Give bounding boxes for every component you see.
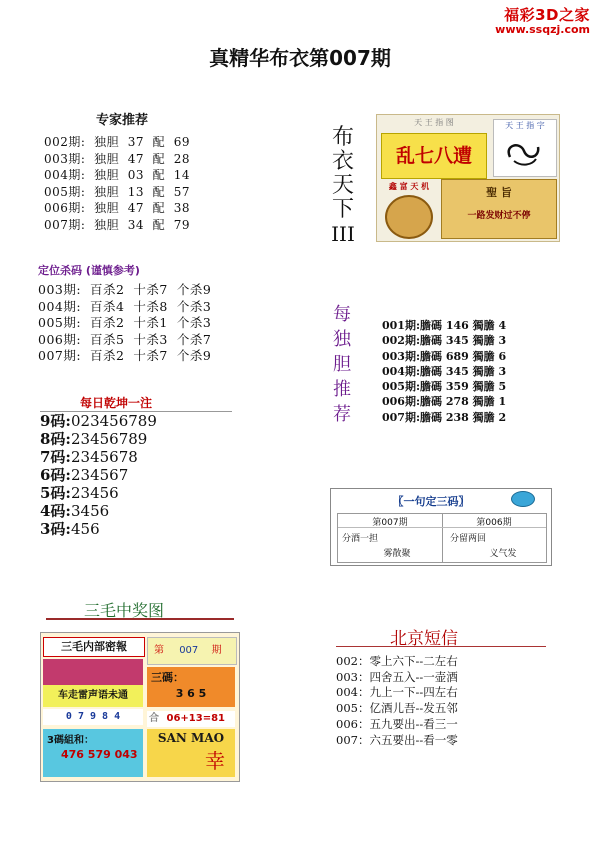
beijing-row: 007：六五要出--看一零 <box>336 732 458 747</box>
sanmao-three-box <box>147 667 235 707</box>
poster-top-small: 天 王 指 图 <box>414 118 454 127</box>
poster-big: 乱七八遭 <box>395 145 472 167</box>
position-row: 006期: 百杀5 十杀3 个杀7 <box>38 331 212 347</box>
daily-list <box>40 412 157 538</box>
poster-left-small: 鑫 富 天 机 <box>388 182 430 191</box>
yiju-c2-line1: 分留两回 <box>450 534 487 544</box>
position-list <box>38 282 211 365</box>
beijing-panel <box>330 616 552 752</box>
dudan-row: 001期:膽碼 146 獨膽 4 <box>382 319 507 332</box>
beijing-row: 006：五九要出--看三一 <box>336 716 458 731</box>
dudan-row: 007期:膽碼 238 獨膽 2 <box>382 410 507 424</box>
yiju-c2-issue: 第006期 <box>476 518 512 528</box>
swirl-icon <box>494 131 556 173</box>
sanmao-sum: 合 06+13=81 <box>147 711 235 727</box>
position-row: 003期: 百杀2 十杀7 个杀9 <box>38 282 212 297</box>
yiju-table <box>337 513 547 563</box>
beijing-list <box>336 654 458 748</box>
yiju-c1-line2: 雾散聚 <box>383 549 411 559</box>
sanmao-inner-title: 三毛内部密報 <box>43 637 145 657</box>
sanmao-heading: 三毛中奖图 <box>84 601 165 620</box>
daily-row: 7码:2345678 <box>40 448 138 466</box>
buyi-poster <box>376 114 560 242</box>
expert-row: 007期: 独胆 34 配 79 <box>44 217 191 232</box>
site-name: 福彩3D之家 <box>504 6 590 24</box>
daily-heading: 每日乾坤一注 <box>80 396 153 410</box>
poster-right-box <box>493 119 557 177</box>
expert-row: 004期: 独胆 03 配 14 <box>44 168 191 182</box>
sanmao-combo-box <box>43 729 143 777</box>
daily-row: 4码:3456 <box>40 502 110 520</box>
position-row: 005期: 百杀2 十杀1 个杀3 <box>38 315 212 330</box>
sanmao-three-label: 三碼： <box>151 671 184 684</box>
sanmao-num-row: 0 7 9 8 4 <box>43 709 143 725</box>
sanmao-three-value: 3 6 5 <box>175 687 207 700</box>
sanmao-issue: 第 007 期 <box>147 637 237 665</box>
sanmao-brand-box <box>147 729 235 777</box>
poster-big-box <box>381 133 487 179</box>
dudan-vertical: 每 独 胆 推 荐 <box>333 304 351 425</box>
expert-heading: 专家推荐 <box>96 113 149 128</box>
dudan-row: 004期:膽碼 345 獨膽 3 <box>382 364 507 378</box>
sanmao-divider <box>46 618 234 620</box>
beijing-row: 003：四舍五入--一壶酒 <box>336 669 458 684</box>
poster-edict: 聖 旨 <box>486 186 512 199</box>
sanmao-slogan: 车走雷声语未通 <box>43 685 143 707</box>
daily-row: 3码:456 <box>40 520 100 538</box>
yiju-c1-issue: 第007期 <box>372 518 408 528</box>
position-row: 007期: 百杀2 十杀7 个杀9 <box>38 348 212 363</box>
yiju-c1-line1: 分酒一担 <box>342 534 379 544</box>
daily-row: 9码:023456789 <box>40 412 157 430</box>
tiger-icon <box>385 195 433 239</box>
position-heading: 定位杀码 (谨慎参考) <box>38 264 140 277</box>
yiju-c2-line2: 义气发 <box>489 549 517 559</box>
dudan-row: 003期:膽碼 689 獨膽 6 <box>382 349 507 363</box>
poster-edict-box <box>441 179 557 239</box>
expert-row: 002期: 独胆 37 配 69 <box>44 135 191 149</box>
beijing-heading: 北京短信 <box>390 629 458 649</box>
sanmao-combo-value: 476 579 043 <box>61 748 138 761</box>
sanmao-combo-label: 3碼組和： <box>47 735 94 746</box>
daily-row: 8码:23456789 <box>40 430 148 448</box>
site-url[interactable]: www.ssqzj.com <box>495 23 590 36</box>
page-title: 真精华布衣第007期 <box>209 46 391 70</box>
expert-row: 005期: 独胆 13 配 57 <box>44 184 191 199</box>
expert-list <box>44 134 190 233</box>
yiju-box <box>330 488 552 566</box>
expert-row: 006期: 独胆 47 配 38 <box>44 201 191 215</box>
poster-right-small: 天 王 指 字 <box>505 121 545 130</box>
dudan-row: 002期:膽碼 345 獨膽 3 <box>382 334 507 348</box>
sanmao-brand: SAN MAO <box>157 731 225 745</box>
sanmao-pink-band <box>43 659 143 685</box>
beijing-row: 004：九上一下--四左右 <box>336 685 458 700</box>
sanmao-lucky: 幸 <box>205 749 225 773</box>
buyi-vertical: 布 衣 天 下 III <box>331 125 355 246</box>
beijing-row: 005：亿酒儿吾--发五邻 <box>336 701 458 716</box>
dudan-row: 006期:膽碼 278 獨膽 1 <box>382 395 507 409</box>
daily-row: 5码:23456 <box>40 484 119 502</box>
expert-row: 003期: 独胆 47 配 28 <box>44 151 191 166</box>
dudan-list <box>382 318 506 425</box>
daily-row: 6码:234567 <box>40 466 129 484</box>
yiju-heading: 〖一句定三码〗 <box>392 495 470 508</box>
sanmao-card <box>40 632 240 782</box>
dudan-row: 005期:膽碼 359 獨膽 5 <box>382 380 507 394</box>
position-row: 004期: 百杀4 十杀8 个杀3 <box>38 298 212 314</box>
beijing-divider <box>336 646 546 647</box>
globe-icon <box>511 491 535 507</box>
beijing-row: 002：零上六下--二左右 <box>336 654 458 668</box>
poster-edict-text: 一路发财过不停 <box>467 211 531 221</box>
